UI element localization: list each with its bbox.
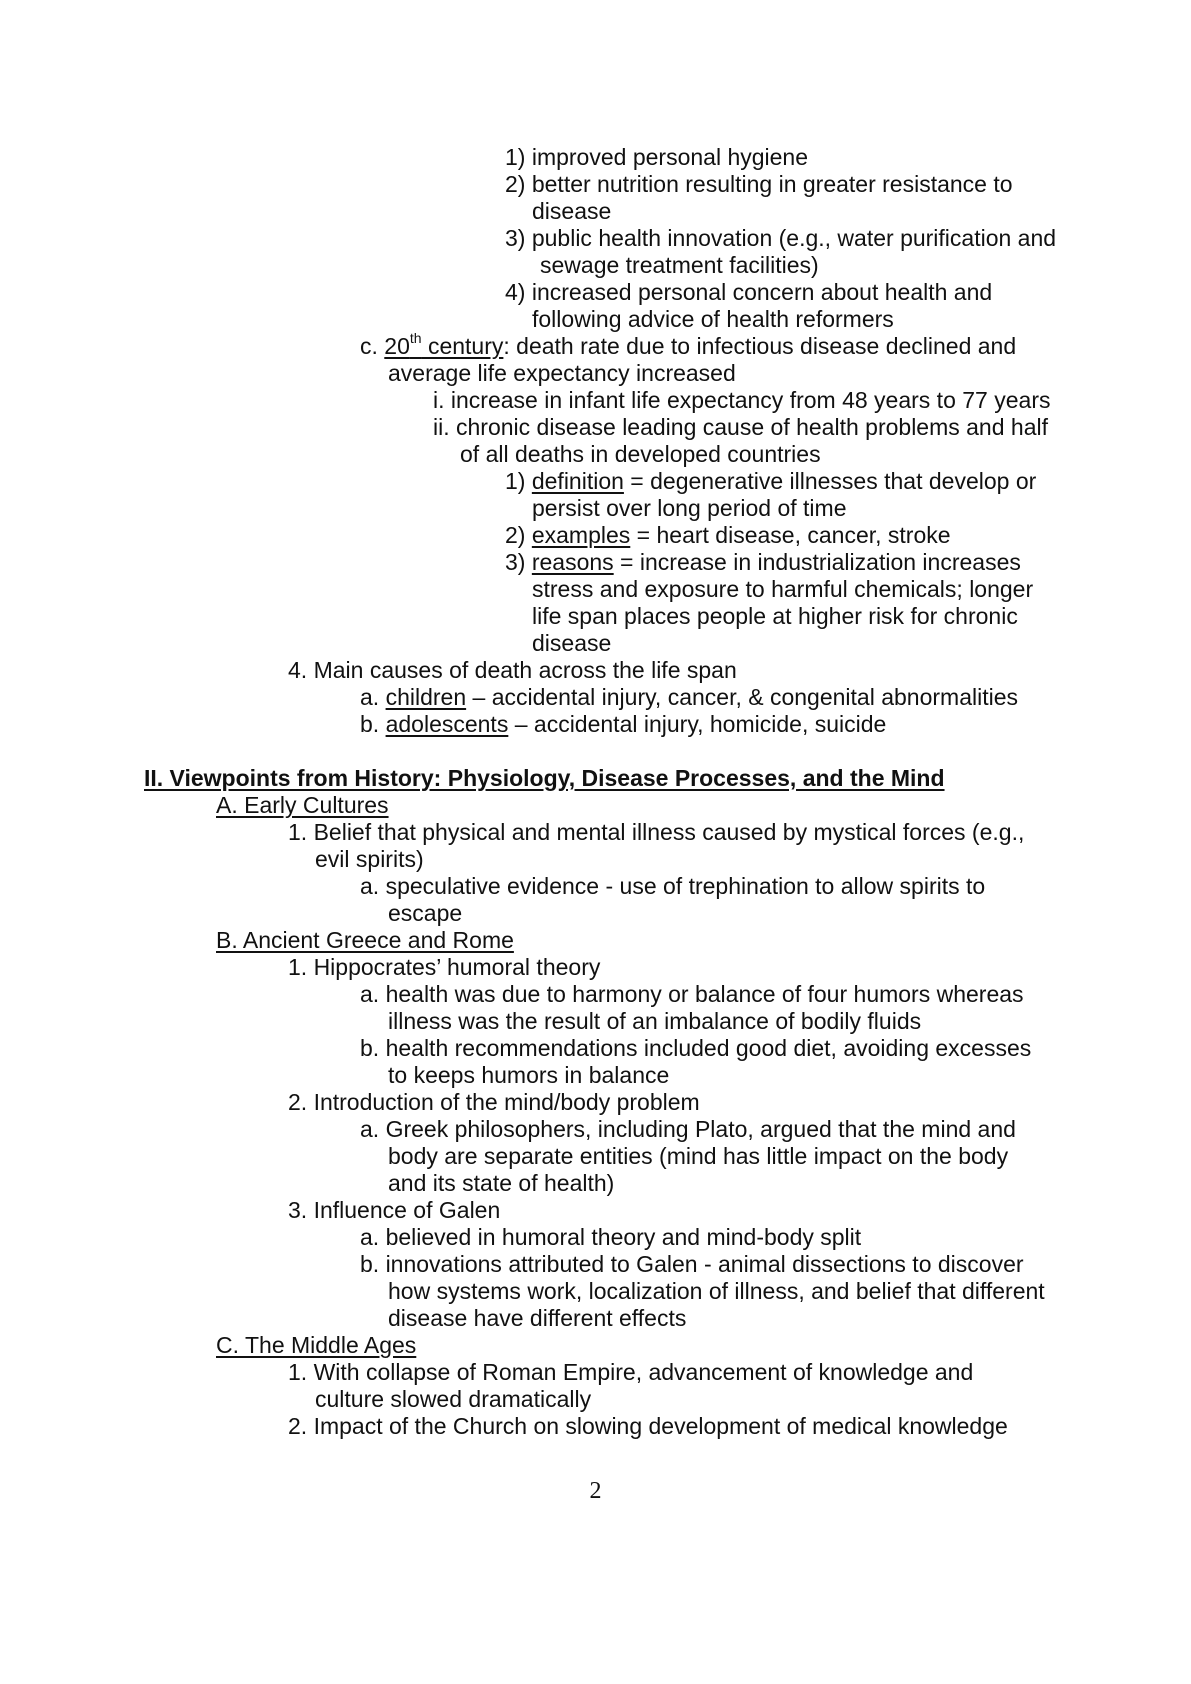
outline-item: 4. Main causes of death across the life span bbox=[288, 657, 737, 683]
outline-item-continuation: body are separate entities (mind has little impact on the body bbox=[388, 1143, 1009, 1169]
outline-item: 3) reasons = increase in industrialization increases bbox=[505, 549, 1021, 575]
outline-item: a. speculative evidence - use of trephination to allow spirits to bbox=[360, 873, 986, 899]
page-number: 2 bbox=[589, 1478, 602, 1504]
outline-item-continuation: how systems work, localization of illness, and belief that different bbox=[388, 1278, 1045, 1304]
outline-item: a. believed in humoral theory and mind-body split bbox=[360, 1224, 862, 1250]
outline-item-continuation: of all deaths in developed countries bbox=[460, 441, 821, 467]
outline-item: i. increase in infant life expectancy from 48 years to 77 years bbox=[433, 387, 1051, 413]
outline-item: 2) examples = heart disease, cancer, stroke bbox=[505, 522, 951, 548]
outline-item: 1) improved personal hygiene bbox=[505, 144, 809, 170]
term-adolescents: adolescents bbox=[385, 711, 509, 737]
outline-item: c. 20th century: death rate due to infectious disease declined and bbox=[360, 330, 1017, 359]
section-heading: II. Viewpoints from History: Physiology, Disease Processes, and the Mind bbox=[144, 765, 945, 791]
outline-item: b. innovations attributed to Galen - animal dissections to discover bbox=[360, 1251, 1024, 1277]
outline-item: ii. chronic disease leading cause of health problems and half bbox=[433, 414, 1048, 440]
outline-item-continuation: persist over long period of time bbox=[532, 495, 847, 521]
outline-item: 1. Hippocrates’ humoral theory bbox=[288, 954, 601, 980]
subsection-heading: C. The Middle Ages bbox=[216, 1332, 417, 1358]
term-definition: definition bbox=[531, 468, 624, 494]
outline-item-continuation: disease have different effects bbox=[388, 1305, 687, 1331]
term-children: children bbox=[385, 684, 467, 710]
outline-item-continuation: and its state of health) bbox=[388, 1170, 615, 1196]
outline-item-continuation: illness was the result of an imbalance of bodily fluids bbox=[388, 1008, 922, 1034]
term-20th-century: 20th century bbox=[384, 330, 504, 359]
outline-item: 4) increased personal concern about health and bbox=[505, 279, 993, 305]
outline-item: a. health was due to harmony or balance of four humors whereas bbox=[360, 981, 1024, 1007]
outline-item-continuation: disease bbox=[532, 630, 612, 656]
outline-item-continuation: sewage treatment facilities) bbox=[540, 252, 819, 278]
subsection-heading: A. Early Cultures bbox=[216, 792, 389, 818]
outline-item: 3. Influence of Galen bbox=[288, 1197, 501, 1223]
outline-item: 1. Belief that physical and mental illness caused by mystical forces (e.g., bbox=[288, 819, 1025, 845]
term-examples: examples bbox=[531, 522, 631, 548]
outline-item: a. children – accidental injury, cancer, & congenital abnormalities bbox=[360, 684, 1019, 710]
outline-item: 2. Introduction of the mind/body problem bbox=[288, 1089, 700, 1115]
subsection-heading: B. Ancient Greece and Rome bbox=[216, 927, 514, 953]
outline-item-continuation: life span places people at higher risk for chronic bbox=[532, 603, 1018, 629]
outline-item-continuation: following advice of health reformers bbox=[532, 306, 894, 332]
outline-item-continuation: escape bbox=[388, 900, 463, 926]
outline-item: b. health recommendations included good diet, avoiding excesses bbox=[360, 1035, 1032, 1061]
outline-item-continuation: evil spirits) bbox=[315, 846, 424, 872]
outline-item-continuation: culture slowed dramatically bbox=[315, 1386, 592, 1412]
outline-item: a. Greek philosophers, including Plato, argued that the mind and bbox=[360, 1116, 1016, 1142]
outline-item: 1. With collapse of Roman Empire, advancement of knowledge and bbox=[288, 1359, 974, 1385]
outline-item: 2. Impact of the Church on slowing development of medical knowledge bbox=[288, 1413, 1008, 1439]
outline-item: 3) public health innovation (e.g., water purification and bbox=[505, 225, 1057, 251]
outline-item: 1) definition = degenerative illnesses that develop or bbox=[505, 468, 1037, 494]
term-reasons: reasons bbox=[531, 549, 614, 575]
outline-item: b. adolescents – accidental injury, homicide, suicide bbox=[360, 711, 887, 737]
outline-item: 2) better nutrition resulting in greater resistance to bbox=[505, 171, 1013, 197]
outline-item-continuation: average life expectancy increased bbox=[388, 360, 736, 386]
outline-item-continuation: disease bbox=[532, 198, 612, 224]
outline-item-continuation: stress and exposure to harmful chemicals; longer bbox=[532, 576, 1034, 602]
outline-item-continuation: to keeps humors in balance bbox=[388, 1062, 670, 1088]
